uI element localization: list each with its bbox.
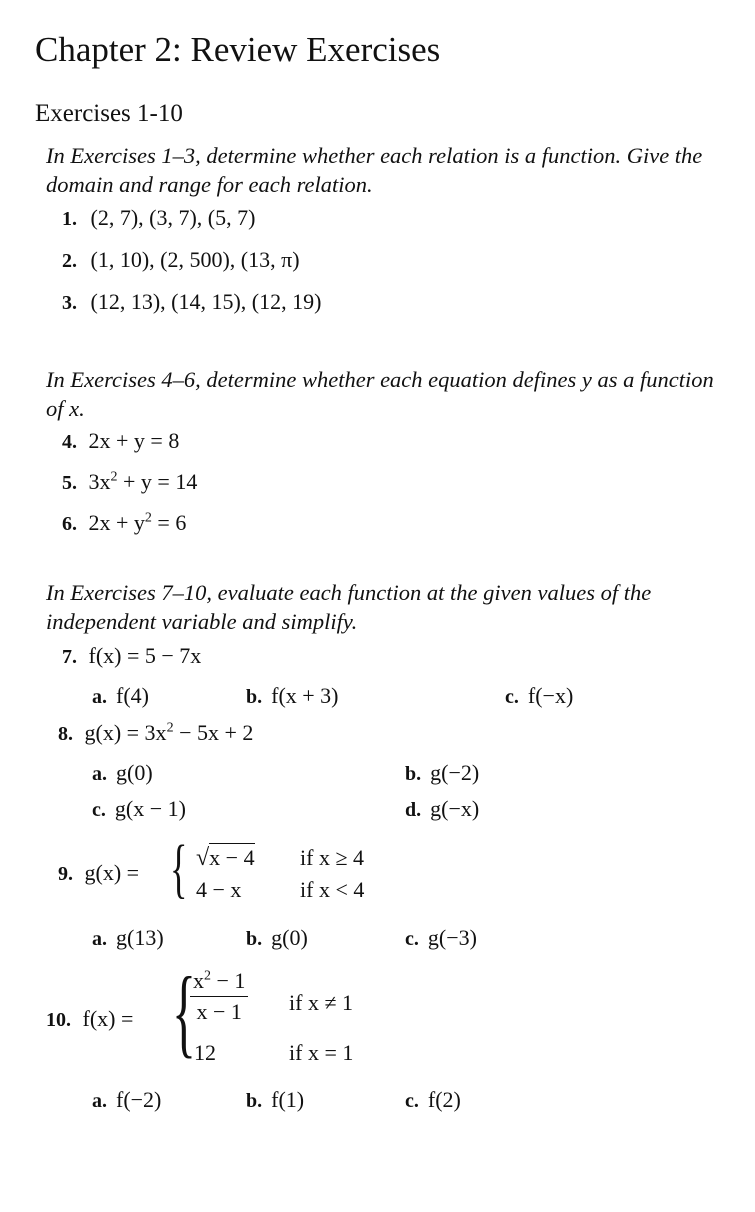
exercise-text: $g(x) = 3x^2 - 5x + 2$ bbox=[84, 720, 254, 745]
exercise-1 bbox=[62, 205, 255, 231]
exercise-number: 5. bbox=[62, 472, 77, 494]
section-title: Exercises 1-10 bbox=[35, 100, 183, 127]
exercise-8-part-a: a. g(0) bbox=[92, 760, 153, 785]
piece-2-expression: 4 − x bbox=[196, 877, 242, 902]
exercise-10-part-b: b. f(1) bbox=[246, 1087, 305, 1112]
exercise-8 bbox=[58, 720, 253, 746]
exercise-text: (12, 13), (14, 15), (12, 19) bbox=[90, 289, 322, 314]
exercise-9-part-a: a. g(13) bbox=[92, 925, 164, 950]
piece-2-condition: if x < 4 bbox=[300, 877, 365, 902]
left-brace: { bbox=[172, 956, 196, 1067]
left-brace: { bbox=[170, 832, 188, 905]
exercise-text: f(x) = 5 − 7x bbox=[88, 643, 202, 668]
exercise-7-part-c: c. f(−x) bbox=[505, 683, 574, 708]
function-lhs: f(x) = bbox=[82, 1006, 134, 1031]
exercise-number: 1. bbox=[62, 208, 77, 230]
exercise-number: 10. bbox=[46, 1009, 71, 1031]
piece-2-expression: 12 bbox=[194, 1040, 216, 1065]
exercise-number: 3. bbox=[62, 292, 77, 314]
exercise-10 bbox=[46, 1006, 133, 1032]
function-lhs: g(x) = bbox=[84, 860, 140, 885]
instructions-1-3: In Exercises 1–3, determine whether each relation is a function. Give the domain and range for each relation. bbox=[46, 143, 703, 197]
exercise-8-part-d: d. g(−x) bbox=[405, 796, 480, 821]
exercise-4 bbox=[62, 428, 179, 454]
instructions-4-6: In Exercises 4–6, determine whether each equation defines y as a function of x. bbox=[46, 367, 714, 421]
piece-1-expression: √x − 4 bbox=[196, 845, 255, 871]
exercise-number: 4. bbox=[62, 431, 77, 453]
piece-2-condition: if x = 1 bbox=[289, 1040, 354, 1065]
exercise-9-part-b: b. g(0) bbox=[246, 925, 308, 950]
instructions-7-10: In Exercises 7–10, evaluate each function at the given values of the independent variable and simplify. bbox=[46, 580, 652, 634]
exercise-7-part-b: b. f(x + 3) bbox=[246, 683, 339, 708]
exercise-text: (1, 10), (2, 500), (13, π) bbox=[90, 247, 300, 272]
piece-1-condition: if x ≥ 4 bbox=[300, 845, 365, 870]
piece-1-condition: if x ≠ 1 bbox=[289, 990, 354, 1015]
exercise-10-part-c: c. f(2) bbox=[405, 1087, 461, 1112]
exercise-9-part-c: c. g(−3) bbox=[405, 925, 477, 950]
exercise-number: 8. bbox=[58, 723, 73, 745]
exercise-7-part-a: a. f(4) bbox=[92, 683, 149, 708]
exercise-6 bbox=[62, 510, 186, 536]
exercise-7 bbox=[62, 643, 201, 669]
exercise-10-part-a: a. f(−2) bbox=[92, 1087, 162, 1112]
exercise-8-part-c: c. g(x − 1) bbox=[92, 796, 186, 821]
exercise-number: 2. bbox=[62, 250, 77, 272]
exercise-5 bbox=[62, 469, 197, 495]
exercise-number: 7. bbox=[62, 646, 77, 668]
exercise-2 bbox=[62, 247, 300, 273]
exercise-text: $3x^2 + y = 14$ bbox=[88, 469, 198, 494]
exercise-number: 9. bbox=[58, 863, 73, 885]
chapter-title: Chapter 2: Review Exercises bbox=[35, 30, 441, 69]
piece-1-fraction: $\frac{x^2 - 1}{x - 1}$ bbox=[190, 968, 248, 1025]
exercise-text: 2x + y = 8 bbox=[88, 428, 180, 453]
exercise-8-part-b: b. g(−2) bbox=[405, 760, 480, 785]
exercise-text: (2, 7), (3, 7), (5, 7) bbox=[90, 205, 256, 230]
exercise-9 bbox=[58, 860, 139, 886]
exercise-number: 6. bbox=[62, 513, 77, 535]
exercise-text: $2x + y^2 = 6$ bbox=[88, 510, 187, 535]
exercise-3 bbox=[62, 289, 321, 315]
